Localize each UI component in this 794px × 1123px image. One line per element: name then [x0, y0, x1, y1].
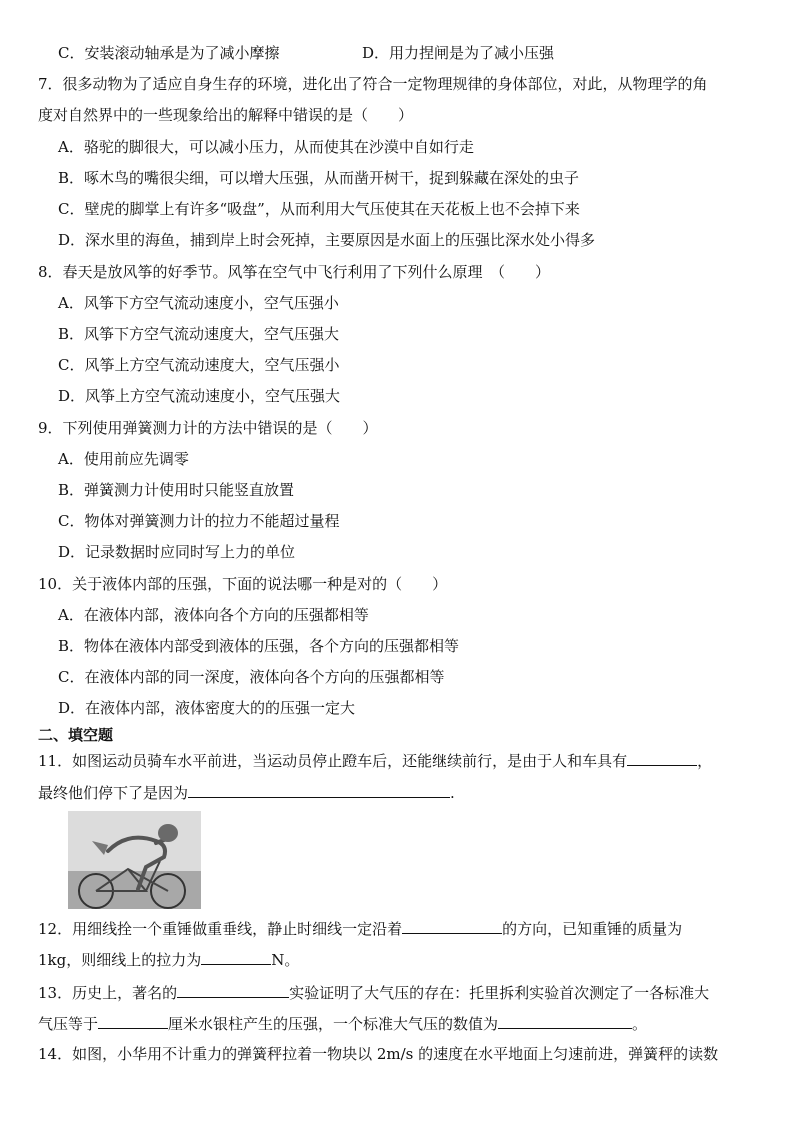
- q7-stem-line1: 7．很多动物为了适应自身生存的环境，进化出了符合一定物理规律的身体部位，对此，从物理学的角: [38, 75, 708, 93]
- q13-text1: 13．历史上，著名的: [38, 984, 178, 1002]
- q13-text2-mid: 厘米水银柱产生的压强，一个标准大气压的数值为: [168, 1015, 499, 1033]
- q8-option-a: A．风筝下方空气流动速度小，空气压强小: [58, 294, 339, 312]
- q12-blank-1[interactable]: [402, 918, 502, 934]
- q12-blank-2[interactable]: [201, 949, 271, 965]
- q13-blank-2[interactable]: [98, 1013, 168, 1029]
- q13-blank-3[interactable]: [498, 1013, 632, 1029]
- q7-option-c: C．壁虎的脚掌上有许多“吸盘”，从而利用大气压使其在天花板上也不会掉下来: [58, 200, 580, 218]
- cyclist-photo: [68, 811, 201, 909]
- q9-option-d: D．记录数据时应同时写上力的单位: [58, 543, 296, 561]
- q8-stem: 8．春天是放风筝的好季节。风筝在空气中飞行利用了下列什么原理 （ ）: [38, 263, 551, 281]
- q11-text2: 最终他们停下了是因为: [38, 784, 189, 802]
- q10-option-c: C．在液体内部的同一深度，液体向各个方向的压强都相等: [58, 668, 445, 686]
- q6-option-d: D．用力捏闸是为了减小压强: [362, 44, 555, 62]
- q12-text1: 12．用细线拴一个重锤做重垂线，静止时细线一定沿着: [38, 920, 403, 938]
- q11-text2-end: .: [450, 784, 455, 802]
- q8-option-d: D．风筝上方空气流动速度小，空气压强大: [58, 387, 341, 405]
- q9-option-a: A．使用前应先调零: [58, 450, 189, 468]
- q13-text2-end: 。: [632, 1015, 648, 1033]
- q13-line2: [38, 1013, 647, 1034]
- q10-option-d: D．在液体内部，液体密度大的的压强一定大: [58, 699, 356, 717]
- q7-stem-line2: 度对自然界中的一些现象给出的解释中错误的是（ ）: [38, 106, 414, 124]
- q7-option-d: D．深水里的海鱼，捕到岸上时会死掉，主要原因是水面上的压强比深水处小得多: [58, 231, 596, 249]
- q13-text2: 气压等于: [38, 1015, 99, 1033]
- q6-option-c: C．安装滚动轴承是为了减小摩擦: [58, 44, 280, 62]
- q12-line1: [38, 918, 682, 939]
- q8-option-c: C．风筝上方空气流动速度大，空气压强小: [58, 356, 340, 374]
- cyclist-illustration: [68, 811, 201, 909]
- q12-text2-end: N。: [271, 951, 300, 969]
- q12-line2: [38, 949, 299, 970]
- q11-blank-2[interactable]: [188, 782, 450, 798]
- q11-text1: 11．如图运动员骑车水平前进，当运动员停止蹬车后，还能继续前行，是由于人和车具有: [38, 752, 628, 770]
- q10-stem: 10．关于液体内部的压强，下面的说法哪一种是对的（ ）: [38, 575, 448, 593]
- q8-option-b: B．风筝下方空气流动速度大，空气压强大: [58, 325, 340, 343]
- q14-stem: 14．如图，小华用不计重力的弹簧秤拉着一物块以 2m/s 的速度在水平地面上匀速前进，弹簧秤的读数: [38, 1045, 719, 1063]
- q7-option-b: B．啄木鸟的嘴很尖细，可以增大压强，从而凿开树干，捉到躲藏在深处的虫子: [58, 169, 580, 187]
- q11-line1: [38, 750, 712, 771]
- q11-text1-end: ，: [697, 752, 713, 770]
- q7-option-a: A．骆驼的脚很大，可以减小压力，从而使其在沙漠中自如行走: [58, 138, 474, 156]
- q12-text1-end: 的方向，已知重锤的质量为: [502, 920, 683, 938]
- q10-option-b: B．物体在液体内部受到液体的压强，各个方向的压强都相等: [58, 637, 460, 655]
- q13-blank-1[interactable]: [177, 982, 289, 998]
- q12-text2: 1kg，则细线上的拉力为: [38, 951, 202, 969]
- q11-line2: [38, 782, 455, 803]
- q11-blank-1[interactable]: [627, 750, 697, 766]
- q13-line1: [38, 982, 709, 1003]
- q9-option-c: C．物体对弹簧测力计的拉力不能超过量程: [58, 512, 340, 530]
- q10-option-a: A．在液体内部，液体向各个方向的压强都相等: [58, 606, 369, 624]
- q13-text1-end: 实验证明了大气压的存在：托里拆利实验首次测定了一各标准大: [289, 984, 710, 1002]
- q9-stem: 9．下列使用弹簧测力计的方法中错误的是（ ）: [38, 419, 378, 437]
- section-heading-fill-in: 二、填空题: [38, 726, 114, 744]
- q9-option-b: B．弹簧测力计使用时只能竖直放置: [58, 481, 295, 499]
